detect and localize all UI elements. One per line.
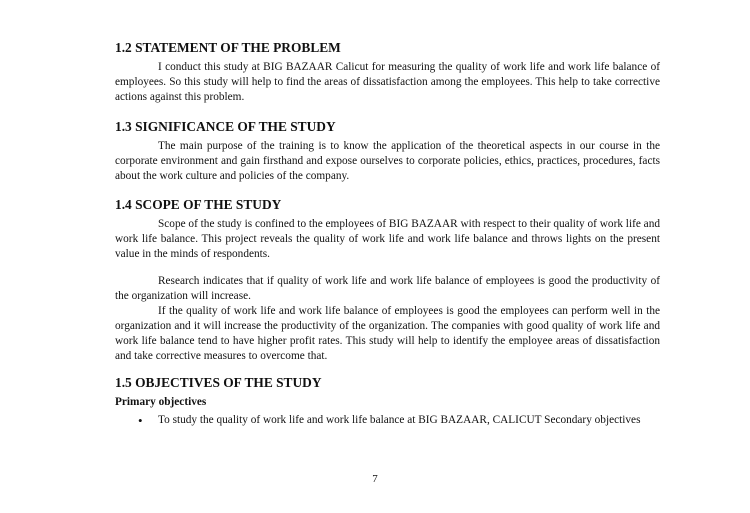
paragraph-scope-3: If the quality of work life and work life balance of employees is good the employees can perform well in the organization and it will increase the productivity of the organization. The companies with good quality of work life and work life balance tend to have higher profit rates. This study will help to identify the employee areas of dissatisfaction and take corrective measures to overcome that. <box>115 305 660 362</box>
heading-objectives: 1.5 OBJECTIVES OF THE STUDY <box>115 375 322 390</box>
subheading-primary-objectives: Primary objectives <box>115 396 207 408</box>
page-number: 7 <box>372 473 378 485</box>
heading-significance: 1.3 SIGNIFICANCE OF THE STUDY <box>115 119 336 134</box>
heading-statement-of-problem: 1.2 STATEMENT OF THE PROBLEM <box>115 40 341 55</box>
heading-scope: 1.4 SCOPE OF THE STUDY <box>115 197 282 212</box>
paragraph-statement-of-problem: I conduct this study at BIG BAZAAR Calicut for measuring the quality of work life and work life balance of employees. So this study will help to find the areas of dissatisfaction among the employees. This help to take corrective actions against this problem. <box>115 61 660 103</box>
list-item-text: To study the quality of work life and work life balance at BIG BAZAAR, CALICUT Secondary objectives <box>158 414 641 426</box>
paragraph-scope-1: Scope of the study is confined to the employees of BIG BAZAAR with respect to their quality of work life and work life balance. This project reveals the quality of work life and work life balance and throws lights on the present value in the minds of respondents. <box>115 218 660 260</box>
paragraph-significance: The main purpose of the training is to know the application of the theoretical aspects in our course in the corporate environment and gain firsthand and expose ourselves to corporate policies, ethics, practices, procedures, facts about the work culture and policies of the company. <box>115 140 660 182</box>
paragraph-scope-2: Research indicates that if quality of work life and work life balance of employees is good the productivity of the organization will increase. <box>115 275 660 302</box>
bullet-icon: • <box>138 413 143 428</box>
